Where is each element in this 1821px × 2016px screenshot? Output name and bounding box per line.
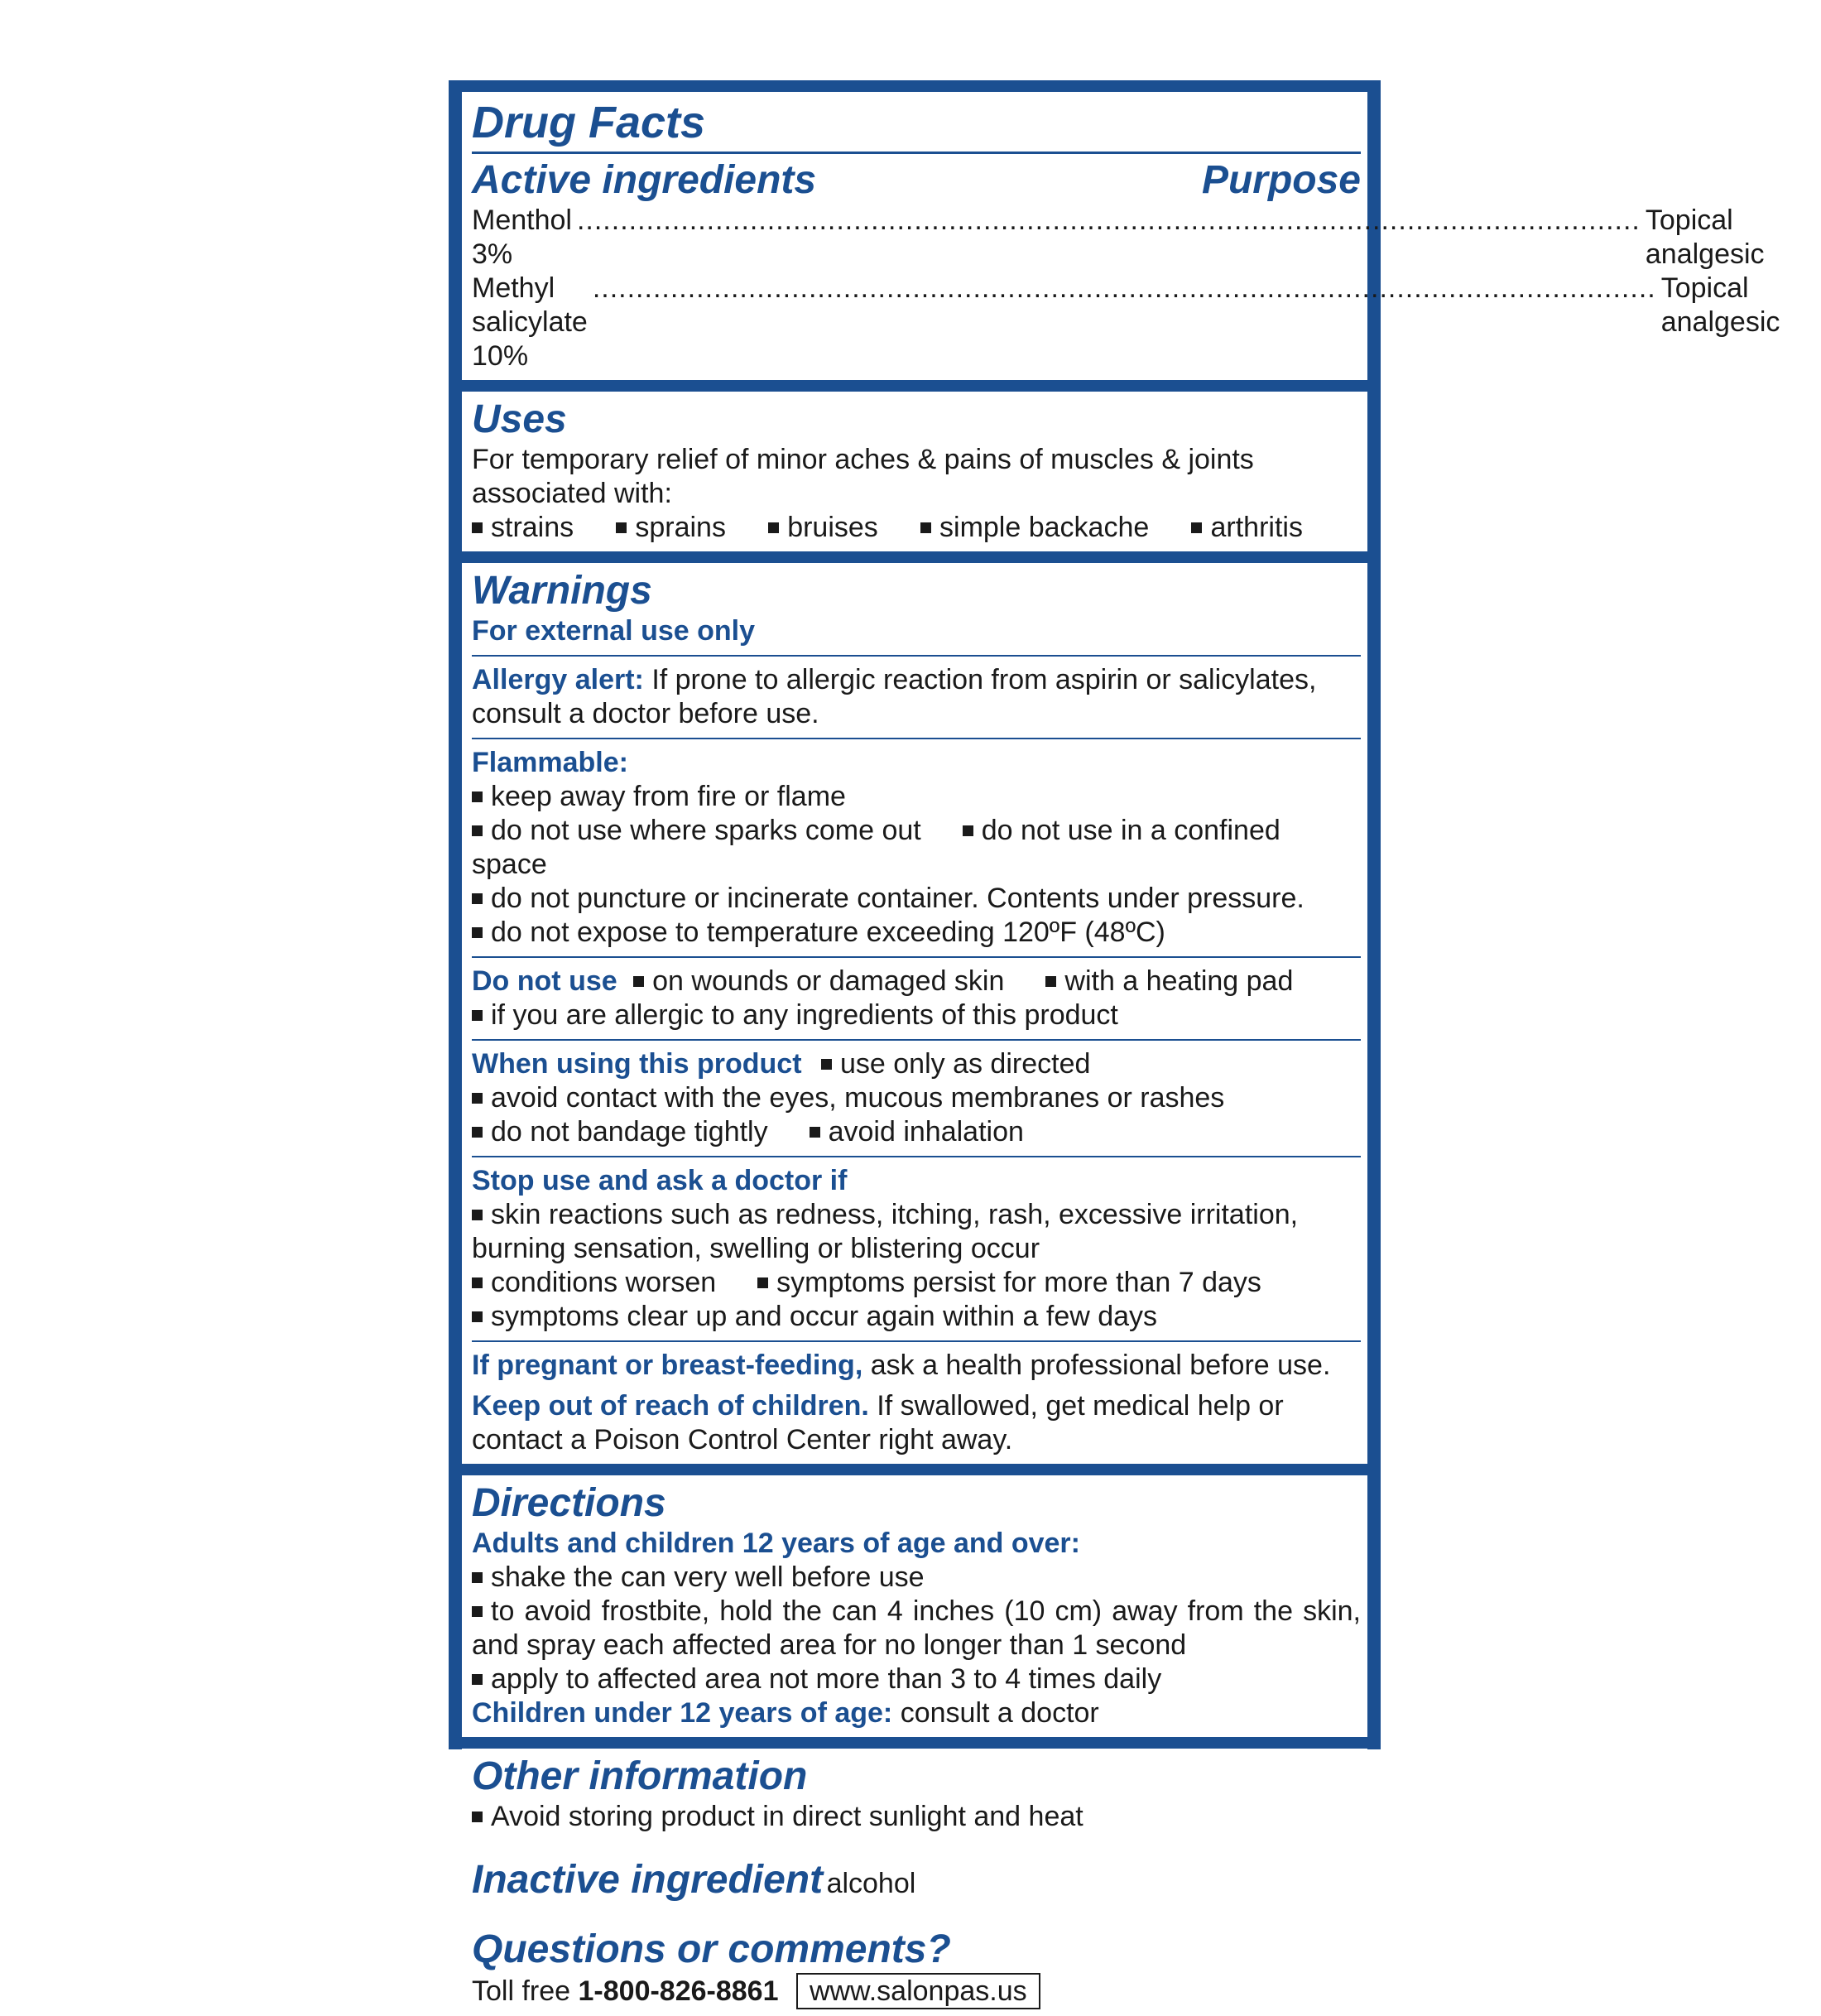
flammable-label: Flammable:	[472, 747, 628, 778]
children-text: consult a doctor	[900, 1697, 1099, 1729]
square-bullet-icon	[472, 1674, 483, 1685]
list-item: do not expose to temperature exceeding 120ºF (48ºC)	[472, 916, 1361, 950]
allergy-text: If prone to allergic reaction from aspirin or salicylates, consult a doctor before use.	[472, 664, 1317, 729]
stop-use-label: Stop use and ask a doctor if	[472, 1165, 848, 1196]
drug-facts-title: Drug Facts	[472, 98, 706, 147]
allergy-label: Allergy alert:	[472, 664, 644, 695]
pregnant-label: If pregnant or breast-feeding,	[472, 1350, 863, 1381]
square-bullet-icon	[1045, 976, 1056, 987]
list-item: do not use where sparks come out do not use in a confined space	[472, 815, 1280, 880]
allergy-alert	[472, 663, 1361, 731]
inactive-ingredient-text: alcohol	[826, 1868, 916, 1899]
uses-heading: Uses	[472, 397, 567, 441]
adults-label: Adults and children 12 years of age and over:	[472, 1528, 1080, 1559]
square-bullet-icon	[472, 1010, 483, 1021]
phone-number[interactable]: 1-800-826-8861	[578, 1975, 779, 2007]
square-bullet-icon	[768, 522, 779, 533]
list-item: strains	[472, 511, 574, 545]
square-bullet-icon	[810, 1127, 820, 1138]
list-item: shake the can very well before use	[472, 1561, 1361, 1595]
list-item: apply to affected area not more than 3 to 4 times daily	[472, 1662, 1361, 1696]
divider	[472, 1340, 1361, 1342]
active-header-row	[472, 157, 1361, 204]
uses-section	[462, 392, 1367, 551]
list-item: if you are allergic to any ingredients of this product	[472, 998, 1361, 1032]
divider	[472, 1039, 1361, 1041]
directions-section	[462, 1475, 1367, 1737]
other-information-section	[462, 1749, 1367, 1840]
divider	[472, 738, 1361, 739]
divider	[472, 152, 1361, 154]
do-not-use-label: Do not use	[472, 965, 617, 997]
uses-list	[472, 511, 1361, 545]
list-item: conditions worsen symptoms persist for more than 7 days	[472, 1266, 1361, 1300]
square-bullet-icon	[472, 1572, 483, 1583]
list-item: do not puncture or incinerate container. Contents under pressure.	[472, 882, 1361, 916]
square-bullet-icon	[472, 1210, 483, 1220]
warnings-heading: Warnings	[472, 569, 652, 613]
square-bullet-icon	[472, 1093, 483, 1104]
list-item: avoid contact with the eyes, mucous membranes or rashes	[472, 1081, 1361, 1115]
divider	[472, 956, 1361, 958]
square-bullet-icon	[472, 1311, 483, 1322]
square-bullet-icon	[472, 1127, 483, 1138]
toll-free-label: Toll free	[472, 1975, 571, 2007]
square-bullet-icon	[757, 1277, 768, 1288]
active-ingredient-row	[472, 272, 1780, 373]
keep-out-text: If swallowed, get medical help or contact a Poison Control Center right away.	[472, 1390, 1284, 1455]
active-ingredient-row	[472, 204, 1765, 272]
other-information-heading: Other information	[472, 1754, 808, 1798]
keep-out-label: Keep out of reach of children.	[472, 1390, 869, 1422]
list-item: do not bandage tightly avoid inhalation	[472, 1115, 1361, 1149]
square-bullet-icon	[616, 522, 627, 533]
ingredient-purpose: Topical analgesic	[1660, 272, 1780, 338]
square-bullet-icon	[920, 522, 931, 533]
questions-heading: Questions or comments?	[472, 1927, 951, 1971]
divider	[472, 655, 1361, 657]
when-using: When using this product use only as directed	[472, 1048, 1091, 1080]
square-bullet-icon	[963, 825, 973, 836]
external-use-label: For external use only	[472, 615, 755, 647]
drug-facts-panel	[449, 80, 1780, 2007]
inactive-ingredient-section	[462, 1852, 1367, 1910]
list-item: to avoid frostbite, hold the can 4 inches (10 cm) away from the skin, and spray each affected area for no longer than 1 second	[472, 1595, 1361, 1661]
list-item: bruises	[768, 511, 878, 545]
square-bullet-icon	[1191, 522, 1202, 533]
pregnant-warning	[472, 1349, 1361, 1383]
ingredient-name: Methyl salicylate 10%	[472, 272, 588, 372]
directions-heading: Directions	[472, 1481, 666, 1525]
contact-row	[472, 1973, 1361, 2009]
square-bullet-icon	[472, 791, 483, 802]
questions-section	[462, 1922, 1367, 2016]
children-label: Children under 12 years of age:	[472, 1697, 893, 1729]
square-bullet-icon	[472, 927, 483, 938]
inactive-ingredient-heading: Inactive ingredient	[472, 1858, 824, 1902]
do-not-use: Do not use on wounds or damaged skin with a heating pad	[472, 965, 1294, 997]
active-ingredients-heading: Active ingredients	[472, 158, 817, 202]
list-item: skin reactions such as redness, itching, rash, excessive irritation, burning sensation, swelling or blistering occur	[472, 1199, 1299, 1264]
warnings-section	[462, 563, 1367, 1464]
dot-leader: ...........................................................................................................................	[576, 204, 1641, 236]
website-link[interactable]: www.salonpas.us	[796, 1973, 1040, 2009]
square-bullet-icon	[633, 976, 644, 987]
when-using-label: When using this product	[472, 1048, 802, 1080]
square-bullet-icon	[472, 893, 483, 904]
divider	[472, 1156, 1361, 1157]
ingredient-purpose: Topical analgesic	[1645, 204, 1765, 270]
pregnant-text: ask a health professional before use.	[870, 1350, 1331, 1381]
ingredient-name: Menthol 3%	[472, 204, 572, 270]
children-directions	[472, 1696, 1361, 1730]
square-bullet-icon	[472, 1606, 483, 1617]
square-bullet-icon	[821, 1059, 832, 1070]
list-item: arthritis	[1191, 511, 1302, 545]
purpose-heading: Purpose	[1201, 158, 1361, 202]
dot-leader: ...........................................................................................................................	[592, 272, 1656, 304]
list-item: symptoms clear up and occur again within a few days	[472, 1300, 1361, 1334]
square-bullet-icon	[472, 825, 483, 836]
uses-intro: For temporary relief of minor aches & pains of muscles & joints associated with:	[472, 444, 1254, 509]
list-item: sprains	[616, 511, 726, 545]
square-bullet-icon	[472, 522, 483, 533]
square-bullet-icon	[472, 1277, 483, 1288]
keep-out-warning	[472, 1389, 1361, 1457]
active-ingredients-section	[462, 92, 1780, 380]
list-item: keep away from fire or flame	[472, 780, 1361, 814]
list-item: Avoid storing product in direct sunlight and heat	[472, 1800, 1361, 1834]
square-bullet-icon	[472, 1812, 483, 1822]
list-item: simple backache	[920, 511, 1149, 545]
